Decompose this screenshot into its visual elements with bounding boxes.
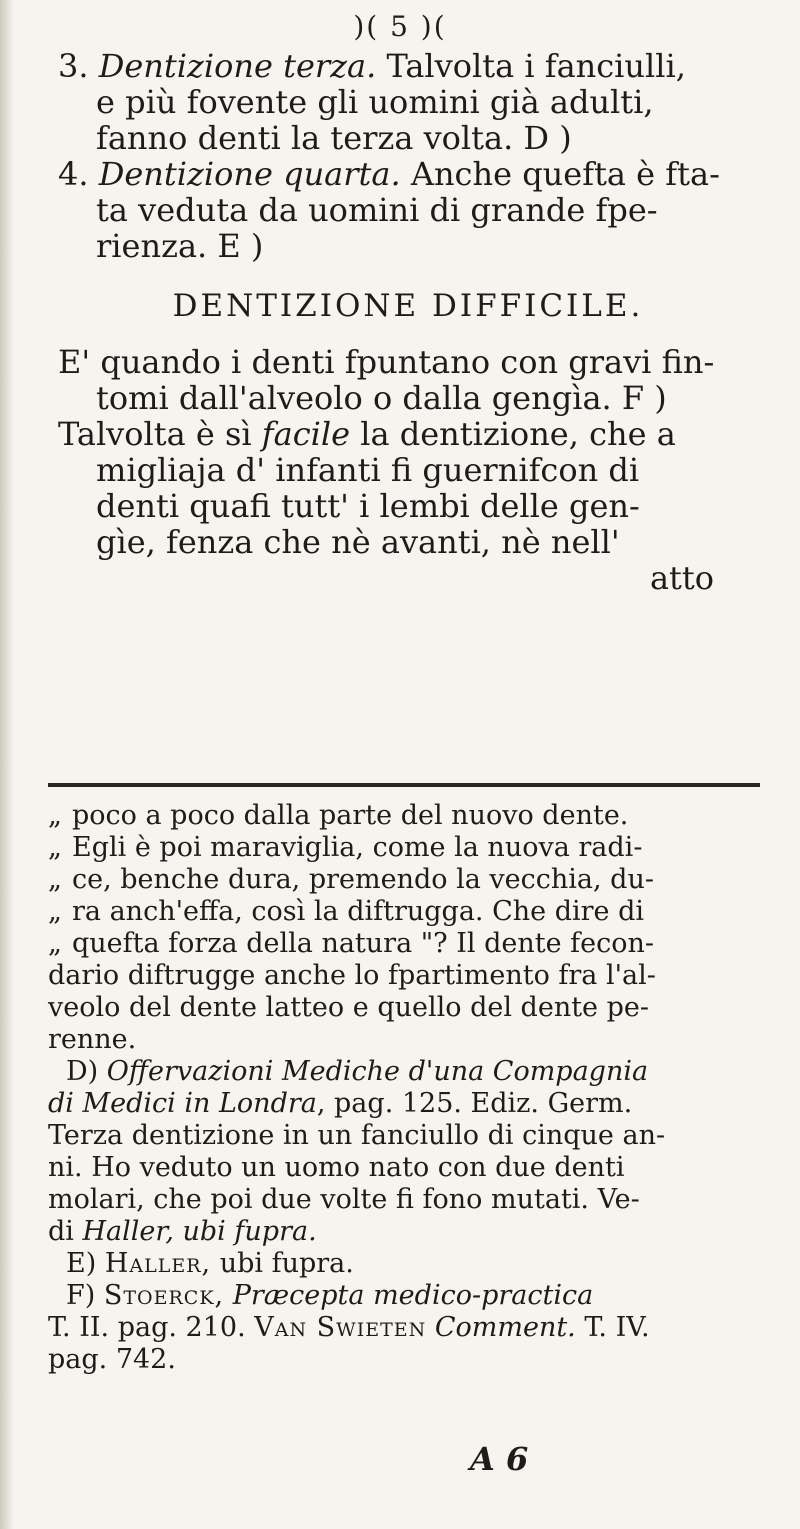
item-number: 4. — [58, 155, 89, 193]
text-line: Talvolta è sì facile la dentizione, che a — [58, 415, 676, 453]
note-line: renne. — [48, 1024, 137, 1055]
note-line: di Haller, ubi fupra. — [48, 1216, 317, 1247]
text-line: Talvolta i fanciulli, — [386, 47, 686, 85]
note-line: „ ra anch'effa, così la diftrugga. Che dire di — [48, 896, 644, 927]
item-fourth-dentition — [58, 156, 758, 264]
citation-title: di Medici in Londra — [48, 1088, 317, 1119]
citation-author: Van Swieten — [254, 1312, 427, 1343]
text-line: denti quafi tutt' i lembi delle gen- — [96, 487, 640, 525]
emphasis: facile — [261, 415, 351, 453]
item-third-dentition — [58, 48, 758, 156]
note-line: di Medici in Londra, pag. 125. Ediz. Germ. — [48, 1088, 633, 1119]
catchword: atto — [649, 559, 714, 597]
text-line: tomi dall'alveolo o dalla gengìa. F ) — [96, 379, 667, 417]
note-line: „ poco a poco dalla parte del nuovo dente. — [48, 800, 629, 831]
note-line: molari, che poi due volte fi fono mutati. Ve- — [48, 1184, 640, 1215]
text-line: Anche quefta è fta- — [410, 155, 720, 193]
footnote-rule — [48, 783, 760, 787]
note-line: „ ce, benche dura, premendo la vecchia, du- — [48, 864, 654, 895]
citation-author: Stoerck, — [103, 1280, 225, 1311]
note-line: pag. 742. — [48, 1344, 176, 1375]
page-edge-shadow — [0, 0, 14, 1529]
section-heading: DENTIZIONE DIFFICILE. — [172, 288, 644, 324]
item-label: Dentizione terza. — [98, 47, 377, 85]
text-line: gìe, fenza che nè avanti, nè nell' — [96, 523, 620, 561]
signature-mark: A 6 — [470, 1440, 529, 1478]
footnote-e: E) Haller, ubi fupra. — [66, 1248, 354, 1279]
note-line: „ Egli è poi maraviglia, come la nuova radi- — [48, 832, 643, 863]
footnote-marker: E) — [66, 1248, 97, 1279]
text-line: migliaja d' infanti fi guernifcon di — [96, 451, 640, 489]
citation-title: Præcepta medico-practica — [232, 1280, 594, 1311]
note-line: dario diftrugge anche lo fpartimento fra l'al- — [48, 960, 656, 991]
text-line: rienza. E ) — [96, 227, 264, 265]
footnote-d — [48, 1056, 760, 1088]
footnote-f — [48, 1280, 760, 1312]
text-line: e più fovente gli uomini già adulti, — [96, 83, 654, 121]
note-line: Terza dentizione in un fanciullo di cinque an- — [48, 1120, 666, 1151]
text-line: fanno denti la terza volta. D ) — [96, 119, 572, 157]
note-line: ni. Ho veduto un uomo nato con due denti — [48, 1152, 625, 1183]
text-line: ta veduta da uomini di grande fpe- — [96, 191, 658, 229]
main-text — [58, 48, 758, 596]
page-number: )( 5 )( — [353, 10, 447, 43]
footnote-marker: F) — [66, 1280, 96, 1311]
footnote-marker: D) — [66, 1056, 99, 1087]
footnotes — [48, 800, 760, 1376]
note-line: „ quefta forza della natura "? Il dente fecon- — [48, 928, 655, 959]
text-line: E' quando i denti fpuntano con gravi fin- — [58, 343, 715, 381]
citation-title: Offervazioni Mediche d'una Compagnia — [106, 1056, 649, 1087]
item-label: Dentizione quarta. — [98, 155, 401, 193]
citation-author: Haller, — [104, 1248, 212, 1279]
note-line: T. II. pag. 210. Van Swieten Comment. T. IV. — [48, 1312, 650, 1343]
note-line: veolo del dente latteo e quello del dente pe- — [48, 992, 650, 1023]
citation-title: Comment. — [434, 1312, 576, 1343]
item-number: 3. — [58, 47, 89, 85]
body-paragraph — [58, 344, 758, 560]
